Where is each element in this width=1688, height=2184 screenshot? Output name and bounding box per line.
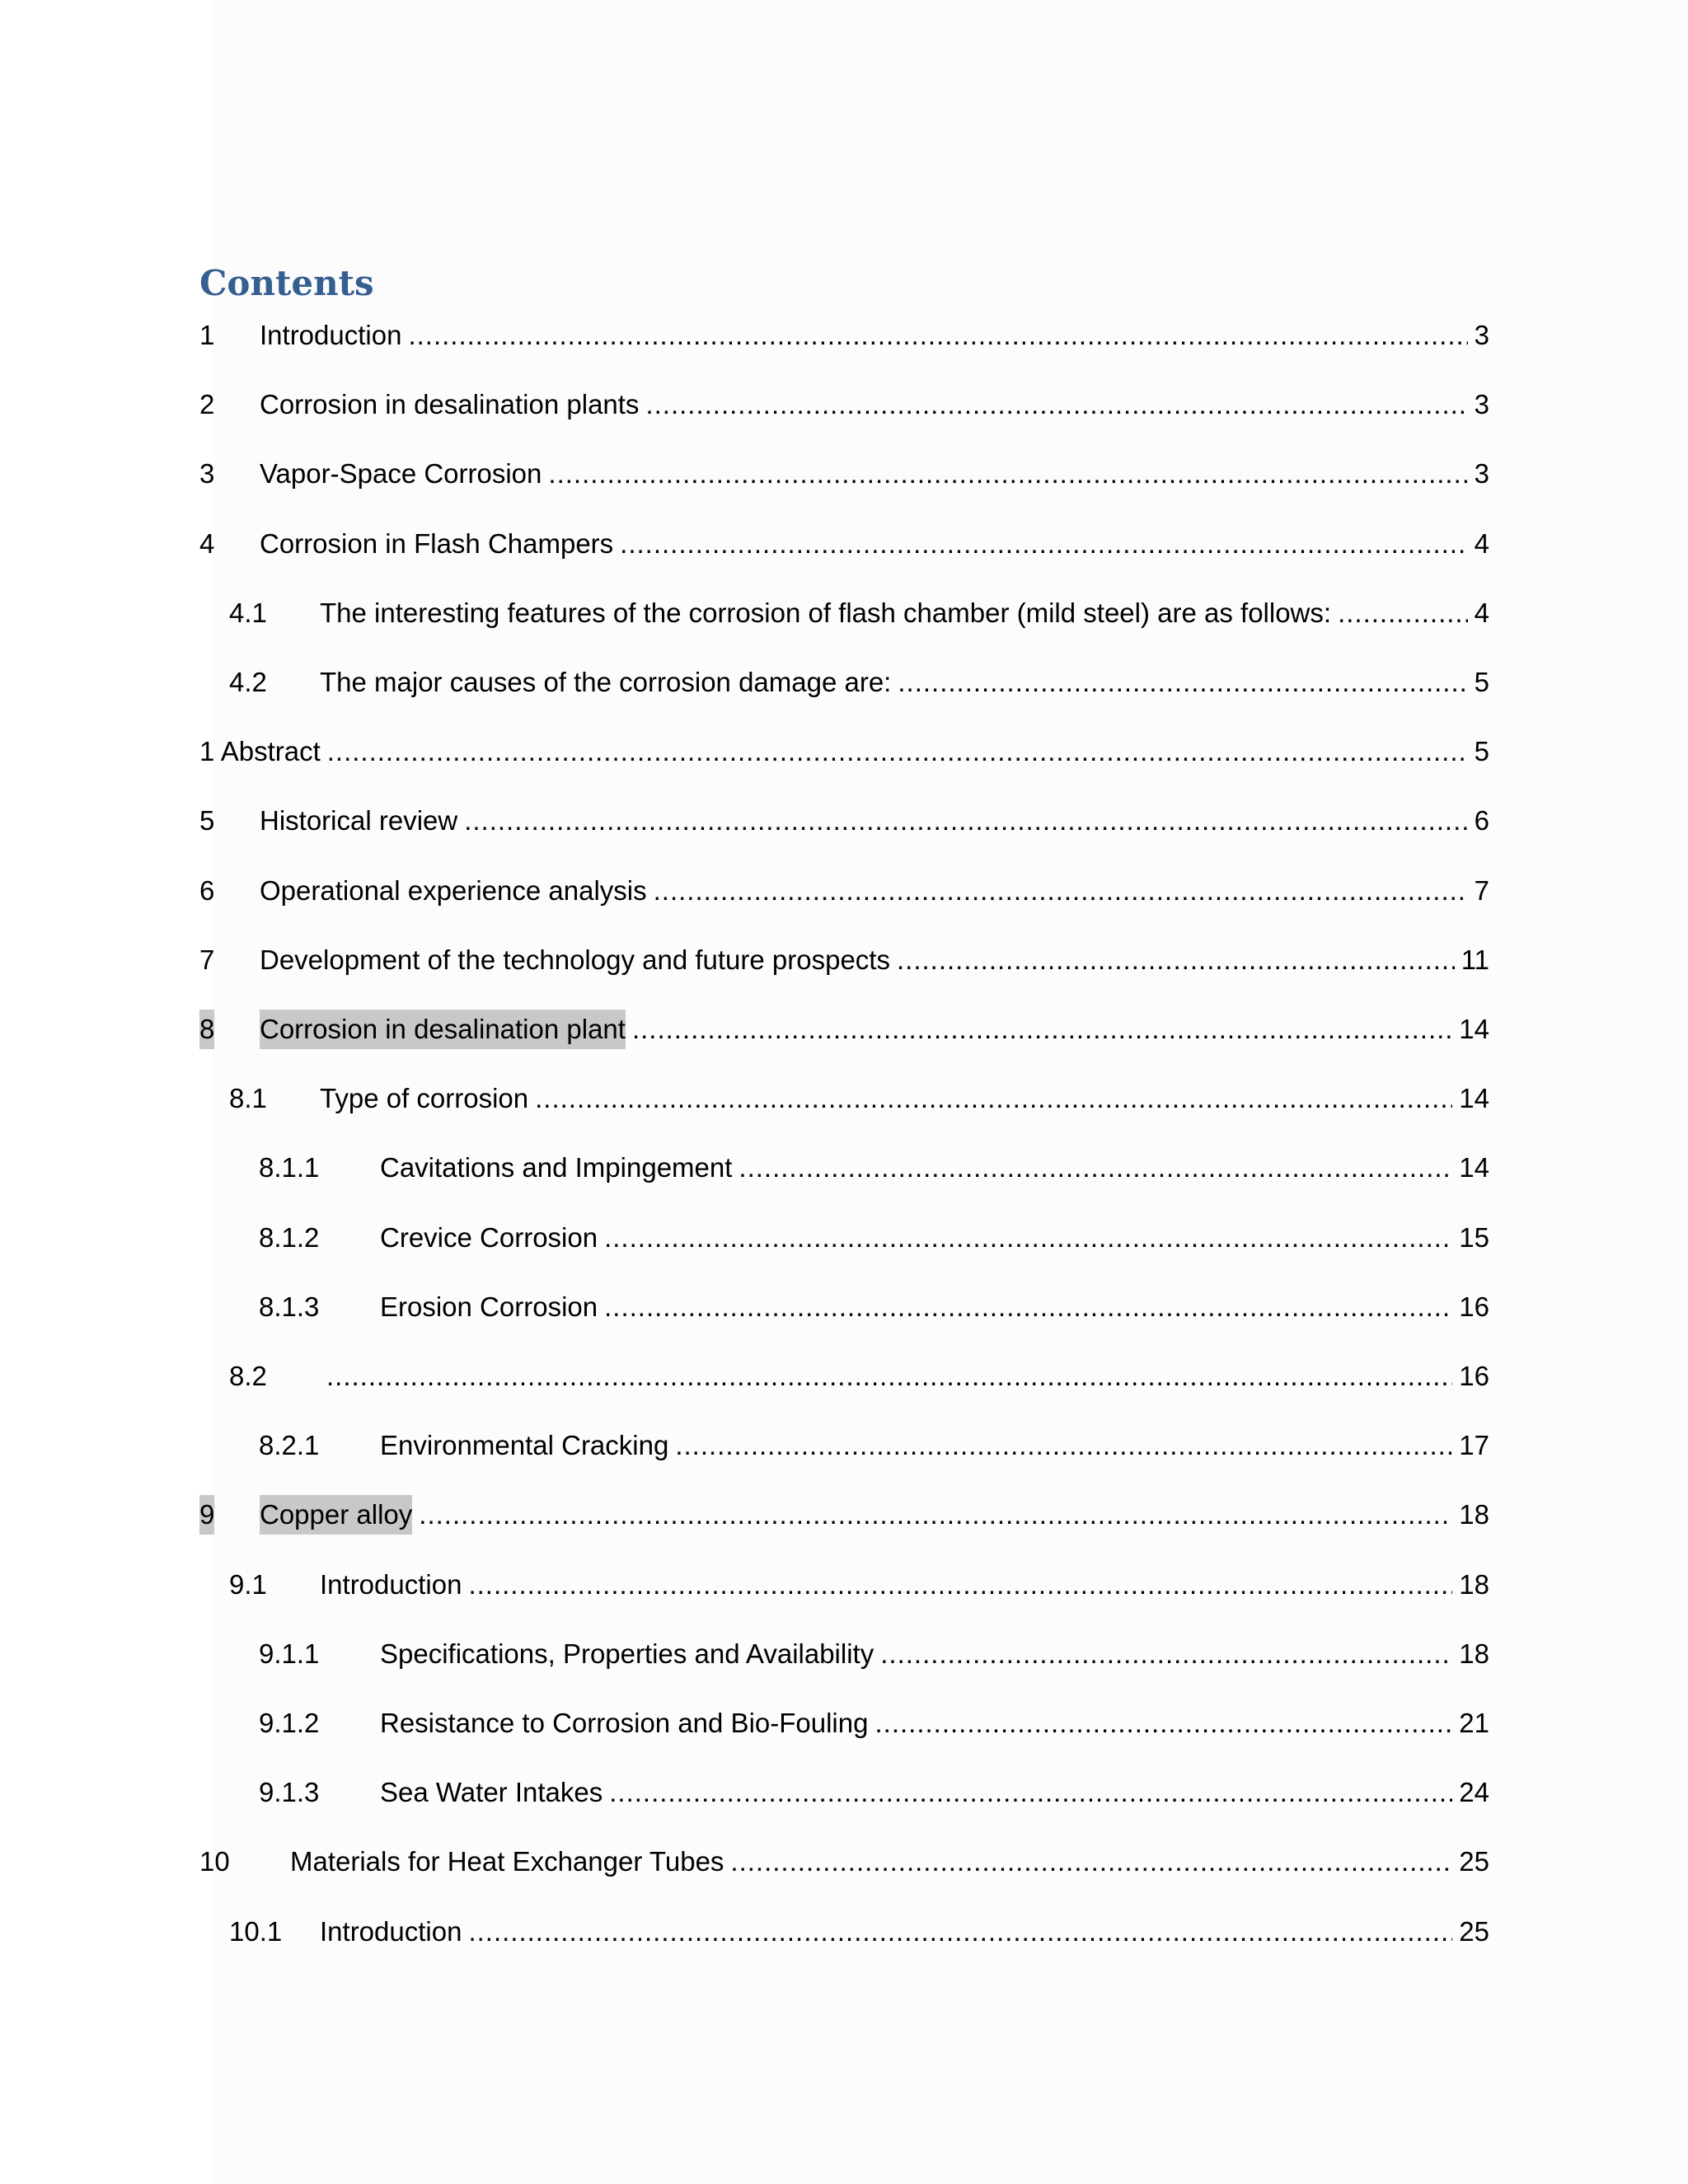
toc-page-number: 3 [1474,458,1489,490]
toc-entry-title: The interesting features of the corrosion of flash chamber (mild steel) are as follows: [320,597,1332,628]
toc-page-number: 21 [1459,1708,1489,1738]
toc-page-number: 16 [1459,1291,1489,1322]
toc-dot-leader [468,1565,1452,1605]
toc-entry-number: 4.1 [229,597,267,628]
toc-entry-number: 8.1 [229,1083,267,1114]
toc-entry[interactable] [199,1287,1489,1327]
toc-entry[interactable] [199,593,1489,633]
toc-entry[interactable] [199,732,1489,771]
toc-entry-title: Vapor-Space Corrosion [260,458,542,490]
toc-entry-number: 5 [199,805,215,837]
toc-entry[interactable] [199,871,1489,911]
toc-page-number: 25 [1459,1846,1489,1877]
toc-page-number: 17 [1459,1430,1489,1461]
toc-page-number: 11 [1461,944,1489,975]
toc-entry[interactable] [199,1357,1489,1396]
toc-dot-leader [738,1148,1452,1188]
toc-entry-number: 4 [199,527,215,559]
toc-entry-number: 9.1.3 [259,1777,320,1808]
toc-entry-number: 8 [199,1010,214,1049]
toc-entry[interactable] [199,1010,1489,1049]
toc-entry-title: Copper alloy [260,1495,412,1535]
toc-page-number: 18 [1459,1499,1489,1530]
toc-entry-number: 9.1.1 [259,1638,320,1669]
toc-entry-title: Materials for Heat Exchanger Tubes [290,1846,724,1877]
toc-entry-number: 3 [199,458,215,490]
toc-entry[interactable] [199,454,1489,494]
toc-dot-leader [620,524,1467,564]
toc-dot-leader [535,1079,1452,1118]
toc-page-number: 14 [1459,1014,1489,1044]
toc-page-number: 18 [1459,1638,1489,1669]
toc-entry-number: 7 [199,944,215,975]
toc-entry[interactable] [199,1426,1489,1465]
toc-entry-number: 2 [199,389,215,420]
toc-entry[interactable] [199,663,1489,702]
toc-entry[interactable] [199,1912,1489,1952]
toc-entry-title: Sea Water Intakes [380,1777,603,1808]
toc-dot-leader [468,1912,1452,1952]
toc-entry[interactable] [199,1148,1489,1188]
toc-page-number: 3 [1474,389,1489,420]
toc-dot-leader [327,732,1468,771]
toc-entry-title: Corrosion in Flash Champers [260,527,614,559]
toc-entry-number: 8.2 [229,1361,267,1391]
toc-page-number: 15 [1459,1221,1489,1253]
toc-entry-title: Corrosion in desalination plants [260,389,640,420]
toc-page-number: 25 [1459,1915,1489,1947]
toc-entry-title: The major causes of the corrosion damage are: [320,667,892,697]
toc-entry-number: 9.1 [229,1568,267,1600]
toc-dot-leader [609,1773,1452,1812]
toc-entry[interactable] [199,1704,1489,1743]
toc-page-number: 18 [1459,1568,1489,1600]
toc-page-number: 4 [1474,527,1489,559]
toc-dot-leader [675,1426,1452,1465]
toc-entry-title: Resistance to Corrosion and Bio-Fouling [380,1708,869,1738]
toc-entry[interactable] [199,385,1489,424]
toc-entry-title: Operational experience analysis [260,874,647,906]
toc-dot-leader [880,1634,1452,1674]
toc-entry-title: Crevice Corrosion [380,1221,598,1253]
toc-page-number: 24 [1459,1777,1489,1808]
toc-entry-number: 6 [199,874,215,906]
toc-entry[interactable] [199,801,1489,841]
toc-entry[interactable] [199,316,1489,355]
toc-page-number: 3 [1474,320,1489,350]
toc-dot-leader [730,1842,1452,1882]
toc-entry-title: Corrosion in desalination plant [260,1010,626,1049]
toc-entry-title: Cavitations and Impingement [380,1152,733,1183]
toc-dot-leader [548,454,1467,494]
toc-entry[interactable] [199,1218,1489,1258]
toc-page-number: 5 [1474,667,1489,697]
toc-entry-number: 4.2 [229,667,267,697]
toc-entry[interactable] [199,1495,1489,1535]
toc-entry-title: Introduction [320,1568,462,1600]
toc-entry-title: Development of the technology and future prospects [260,944,890,975]
toc-entry-number: 8.1.1 [259,1152,320,1183]
toc-entry[interactable] [199,940,1489,980]
toc-dot-leader [632,1010,1452,1049]
toc-page-number: 14 [1459,1083,1489,1114]
toc-heading: Contents [199,263,374,303]
toc-dot-leader [1338,593,1468,633]
toc-entry-title: Historical review [260,805,458,837]
toc-page-number: 7 [1474,874,1489,906]
toc-entry-title: Introduction [260,320,402,350]
toc-entry-title: Type of corrosion [320,1083,529,1114]
toc-page-number: 14 [1459,1152,1489,1183]
toc-page-number: 16 [1459,1361,1489,1391]
toc-dot-leader [654,871,1468,911]
toc-dot-leader [326,1357,1452,1396]
toc-entry-number: 8.2.1 [259,1430,320,1461]
toc-entry-number: 10.1 [229,1915,283,1947]
toc-dot-leader [419,1495,1452,1535]
toc-entry[interactable] [199,1079,1489,1118]
toc-page-number: 4 [1474,597,1489,628]
toc-entry[interactable] [199,524,1489,564]
toc-entry[interactable] [199,1773,1489,1812]
toc-dot-leader [604,1287,1452,1327]
toc-entry-number: 10 [199,1846,230,1877]
toc-entry-title: Introduction [320,1915,462,1947]
toc-page-number: 6 [1474,805,1489,837]
toc-entry-number: 8.1.2 [259,1221,320,1253]
toc-entry[interactable] [199,1565,1489,1605]
toc-entry-title: Environmental Cracking [380,1430,669,1461]
toc-entry-number: 8.1.3 [259,1291,320,1322]
toc-dot-leader [464,801,1467,841]
toc-dot-leader [897,940,1455,980]
toc-entry-number: 9 [199,1495,214,1535]
toc-entry-number: 9.1.2 [259,1708,320,1738]
toc-entry-title: 1 Abstract [199,736,321,767]
toc-dot-leader [408,316,1467,355]
toc-entry-title: Erosion Corrosion [380,1291,598,1322]
toc-entry[interactable] [199,1634,1489,1674]
toc-page-number: 5 [1474,736,1489,767]
toc-entry-number: 1 [199,320,215,350]
toc-dot-leader [645,385,1467,424]
toc-dot-leader [874,1704,1452,1743]
toc-dot-leader [898,663,1467,702]
toc-entry[interactable] [199,1842,1489,1882]
toc-dot-leader [604,1218,1452,1258]
toc-entry-title: Specifications, Properties and Availability [380,1638,874,1669]
